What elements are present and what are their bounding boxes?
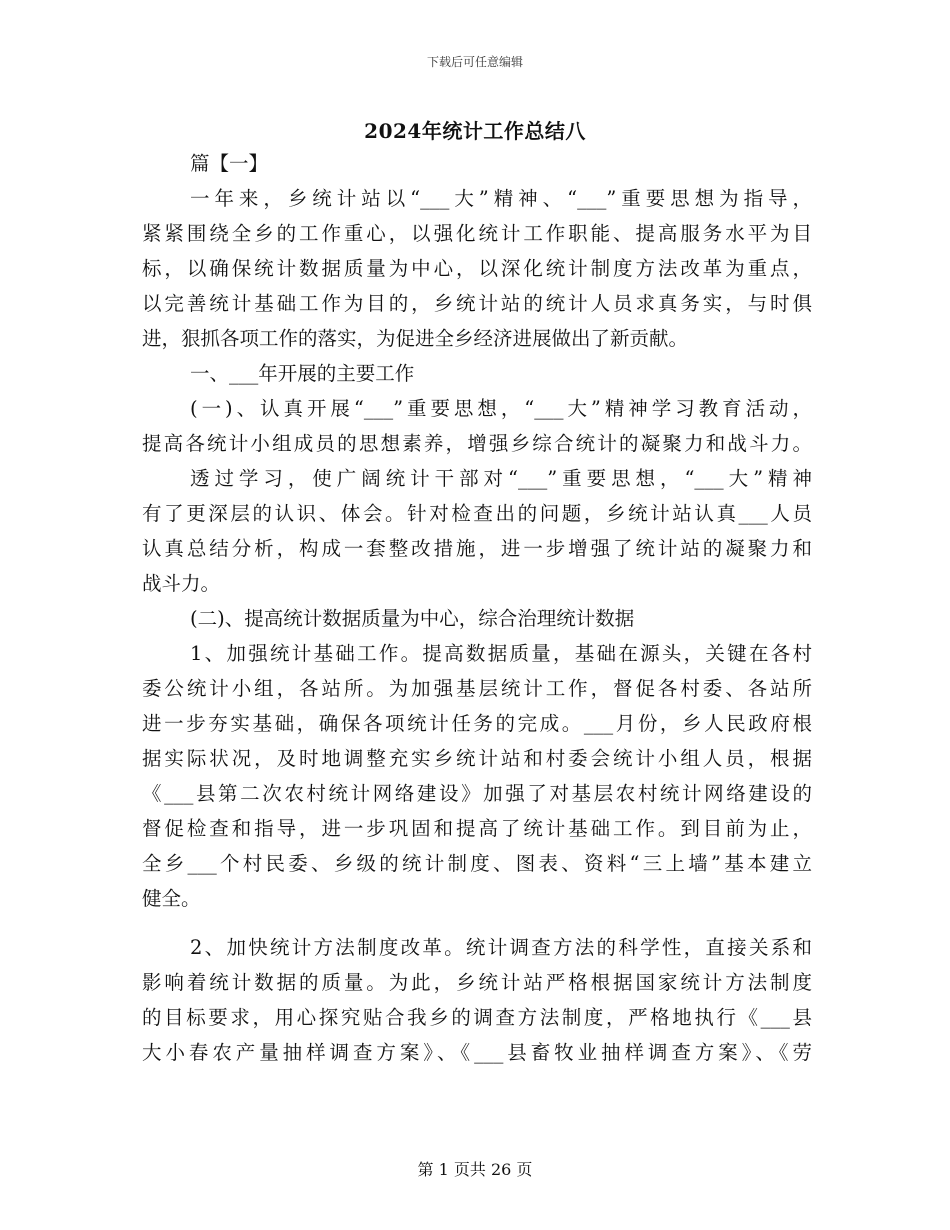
body-line: 据实际状况，及时地调整充实乡统计站和村委会统计小组人员，根据 <box>142 747 812 770</box>
document-body <box>142 146 812 1070</box>
body-line: 进，狠抓各项工作的落实，为促进全乡经济进展做出了新贡献。 <box>142 327 689 350</box>
document-title: 2024年统计工作总结八 <box>364 119 586 143</box>
body-line: 健全。 <box>142 887 201 910</box>
body-line: 进一步夯实基础，确保各项统计任务的完成。___月份，乡人民政府根 <box>142 712 812 735</box>
body-line: 认真总结分析，构成一套整改措施，进一步增强了统计站的凝聚力和 <box>142 537 812 560</box>
body-line: 以完善统计基础工作为目的，乡统计站的统计人员求真务实，与时俱 <box>142 292 812 315</box>
body-line: 《___县第二次农村统计网络建设》加强了对基层农村统计网络建设的 <box>142 782 812 805</box>
body-line: 标，以确保统计数据质量为中心，以深化统计制度方法改革为重点， <box>142 257 812 280</box>
body-line: 一年来，乡统计站以“___大”精神、“___”重要思想为指导， <box>190 187 812 210</box>
body-line: 督促检查和指导，进一步巩固和提高了统计基础工作。到目前为止， <box>142 817 812 840</box>
body-line: 有了更深层的认识、体会。针对检查出的问题，乡统计站认真___人员 <box>142 502 812 525</box>
body-line: 1、加强统计基础工作。提高数据质量，基础在源头，关键在各村 <box>190 642 812 665</box>
body-line: 的目标要求，用心探究贴合我乡的调查方法制度，严格地执行《___县 <box>142 1006 812 1029</box>
body-line: 紧紧围绕全乡的工作重心，以强化统计工作职能、提高服务水平为目 <box>142 222 812 245</box>
body-line: 大小春农产量抽样调查方案》、《___县畜牧业抽样调查方案》、《劳 <box>142 1041 812 1064</box>
body-line: 影响着统计数据的质量。为此，乡统计站严格根据国家统计方法制度 <box>142 971 812 994</box>
header-note: 下载后可任意编辑 <box>426 55 523 69</box>
page-footer: 第 1 页共 26 页 <box>417 1160 533 1179</box>
body-line: 提高各统计小组成员的思想素养，增强乡综合统计的凝聚力和战斗力。 <box>142 432 812 455</box>
body-line: 透过学习，使广阔统计干部对“___”重要思想，“___大”精神 <box>190 467 812 490</box>
body-line: 2、加快统计方法制度改革。统计调查方法的科学性，直接关系和 <box>190 936 812 959</box>
body-line: 委公统计小组，各站所。为加强基层统计工作，督促各村委、各站所 <box>142 677 812 700</box>
body-line: 一、___年开展的主要工作 <box>190 362 415 385</box>
body-line: 篇【一】 <box>190 152 269 175</box>
paragraph-gap <box>142 916 812 930</box>
body-line: (二)、提高统计数据质量为中心，综合治理统计数据 <box>190 607 635 630</box>
body-line: 战斗力。 <box>142 572 221 595</box>
body-line: (一)、认真开展“___”重要思想，“___大”精神学习教育活动， <box>190 397 812 420</box>
body-line: 全乡___个村民委、乡级的统计制度、图表、资料“三上墙”基本建立 <box>142 852 812 875</box>
